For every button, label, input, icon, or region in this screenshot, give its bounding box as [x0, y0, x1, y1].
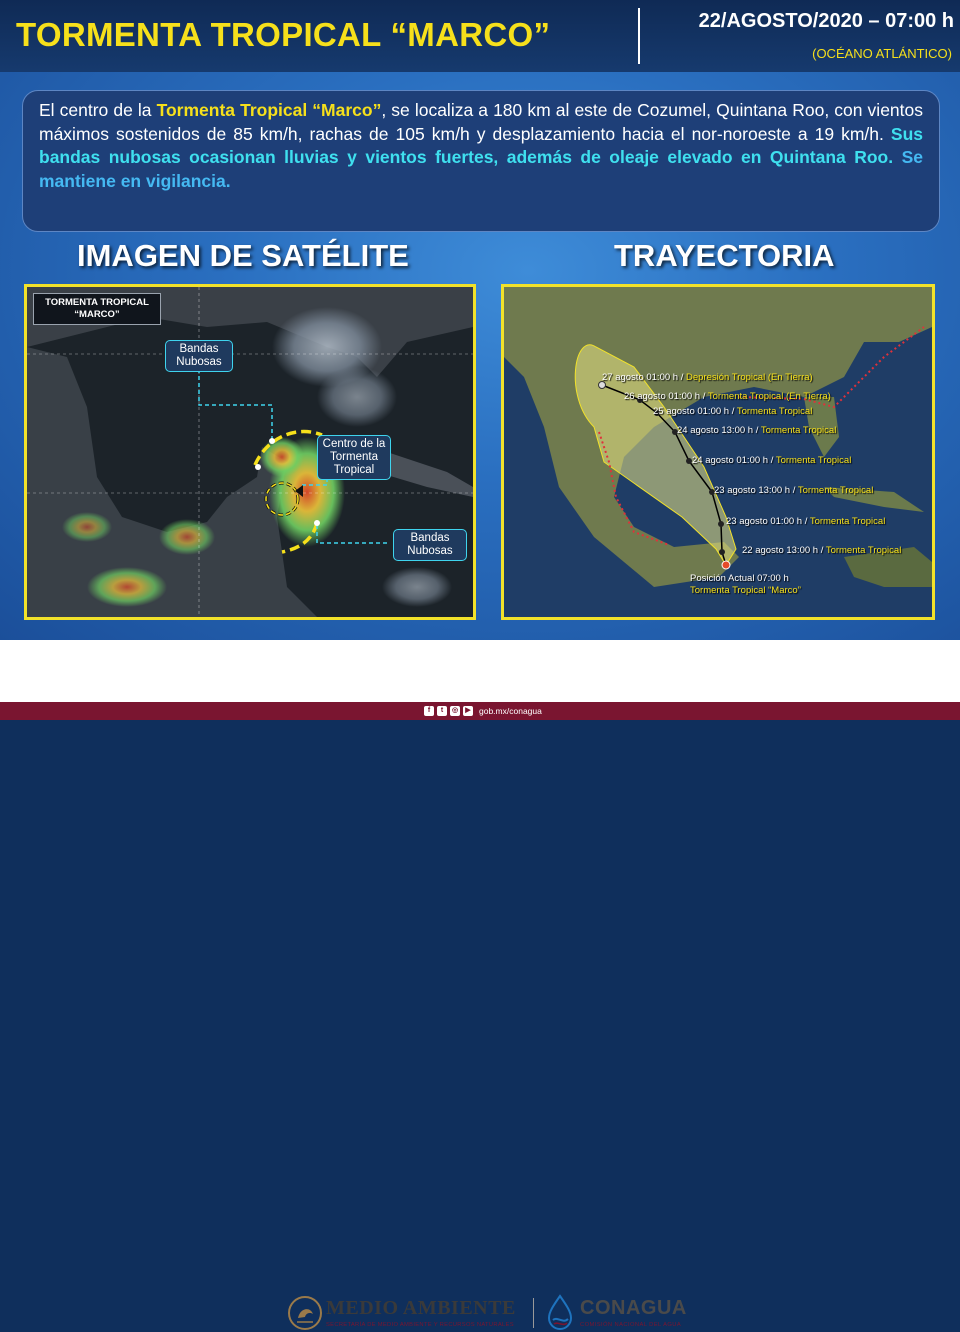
satellite-section-title: IMAGEN DE SATÉLITE — [77, 238, 409, 273]
trajectory-map — [504, 287, 932, 617]
bulletin-date: 22/AGOSTO/2020 – 07:00 h — [698, 10, 954, 32]
satellite-label-line2: “MARCO” — [74, 309, 120, 320]
conagua-subtitle: COMISIÓN NACIONAL DEL AGUA — [580, 1322, 682, 1328]
track-label-2-time: 26 agosto 01:00 h / — [624, 391, 708, 402]
satellite-image — [27, 287, 473, 617]
ocean-label: (OCÉANO ATLÁNTICO) — [812, 46, 952, 61]
track-label-6-time: 23 agosto 13:00 h / — [714, 485, 798, 496]
info-storm-name: Tormenta Tropical “Marco” — [156, 100, 382, 120]
track-label-5-status: Tormenta Tropical — [775, 455, 852, 466]
youtube-icon[interactable]: ▶ — [463, 706, 473, 716]
current-position-time: Posición Actual 07:00 h — [690, 573, 789, 584]
track-label-5-time: 24 agosto 01:00 h / — [692, 455, 776, 466]
track-label-8-time: 22 agosto 13:00 h / — [742, 545, 826, 556]
track-label-2-status: Tormenta Tropical (En Tierra) — [707, 391, 831, 402]
instagram-icon[interactable]: ◎ — [451, 707, 459, 714]
track-label-6-status: Tormenta Tropical — [797, 485, 874, 496]
track-label-7 — [726, 516, 885, 527]
semarnat-logo — [326, 1297, 516, 1328]
track-label-5 — [692, 455, 851, 466]
current-position-label — [690, 573, 801, 597]
track-label-6 — [714, 485, 873, 496]
semarnat-subtitle: SECRETARÍA DE MEDIO AMBIENTE Y RECURSOS NATURALES — [326, 1322, 514, 1328]
info-part-3 — [893, 147, 901, 167]
callout-cloud-bands-south: Bandas Nubosas — [393, 529, 467, 561]
info-part-2: , se localiza a 180 km al este de Cozumel, Quintana Roo, con vientos máximos sostenidos de 85 km/h, rachas de 105 km/h y desplazamiento hacia el nor-noroeste a 19 km/h. — [39, 100, 923, 144]
satellite-storm-label — [33, 293, 161, 325]
semarnat-name: MEDIO AMBIENTE — [326, 1297, 516, 1319]
callout-storm-center: Centro de la Tormenta Tropical — [317, 435, 391, 480]
satellite-image-panel — [24, 284, 476, 620]
social-links — [424, 702, 542, 720]
track-label-2 — [624, 391, 831, 402]
info-box — [22, 90, 940, 232]
trajectory-section-title: TRAYECTORIA — [614, 238, 835, 273]
page-title: TORMENTA TROPICAL “MARCO” — [16, 16, 551, 53]
callout-cloud-bands-north: Bandas Nubosas — [165, 340, 233, 372]
track-label-1-time: 27 agosto 01:00 h / — [602, 372, 686, 383]
trajectory-map-panel — [501, 284, 935, 620]
current-position-status: Tormenta Tropical “Marco” — [690, 585, 801, 596]
facebook-icon[interactable]: f — [424, 706, 434, 716]
track-label-7-status: Tormenta Tropical — [809, 516, 886, 527]
footer-logo-divider — [533, 1298, 534, 1328]
conagua-drop-icon — [545, 1294, 575, 1330]
track-label-3-time: 25 agosto 01:00 h / — [653, 406, 737, 417]
track-label-1 — [602, 372, 813, 383]
track-label-8-status: Tormenta Tropical — [825, 545, 902, 556]
track-label-7-time: 23 agosto 01:00 h / — [726, 516, 810, 527]
conagua-logo — [580, 1297, 687, 1328]
track-label-3-status: Tormenta Tropical — [736, 406, 813, 417]
header-bar — [0, 0, 960, 72]
conagua-name: CONAGUA — [580, 1297, 687, 1319]
track-label-1-status: Depresión Tropical (En Tierra) — [685, 372, 813, 383]
track-label-4 — [677, 425, 836, 436]
track-label-4-time: 24 agosto 13:00 h / — [677, 425, 761, 436]
track-label-8 — [742, 545, 901, 556]
info-watch: Se mantiene en vigilancia. — [39, 147, 923, 191]
info-effects: Sus bandas nubosas ocasionan lluvias y vientos fuertes, además de oleaje elevado en Quintana Roo. — [39, 123, 923, 167]
track-label-3 — [653, 406, 812, 417]
website-link[interactable]: gob.mx/conagua — [479, 706, 542, 716]
header-divider — [638, 8, 640, 64]
info-part-1: El centro de la — [39, 100, 157, 120]
info-text — [39, 99, 923, 193]
mexico-coat-of-arms-icon — [288, 1294, 322, 1332]
satellite-label-line1: TORMENTA TROPICAL — [45, 297, 149, 308]
twitter-icon[interactable]: t — [437, 706, 447, 716]
track-label-4-status: Tormenta Tropical — [760, 425, 837, 436]
